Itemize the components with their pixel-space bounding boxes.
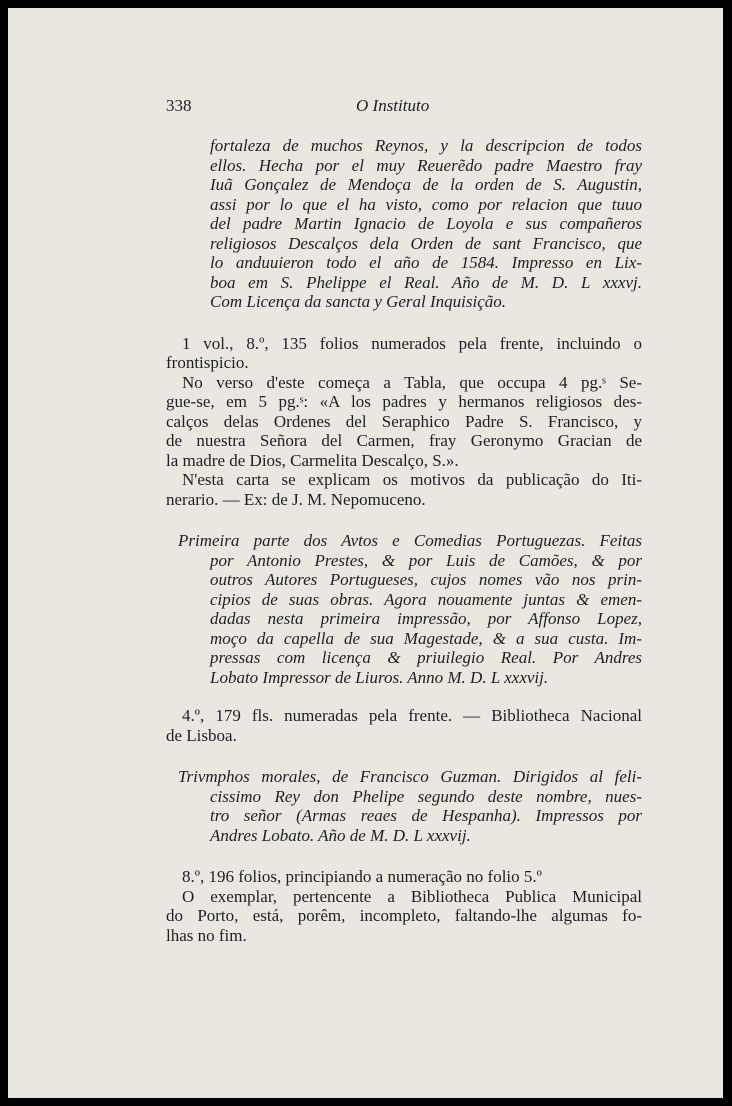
entry-description-2 bbox=[166, 706, 642, 745]
text-line: assi por lo que el ha visto, como por relacion que tuuo bbox=[210, 194, 642, 214]
text-line: nerario. — Ex: de J. M. Nepomuceno. bbox=[166, 489, 426, 509]
text-line: por Antonio Prestes, & por Luis de Camões, & por bbox=[210, 550, 642, 570]
text-line: No verso d'este começa a Tabla, que occupa 4 pg.ˢ Se- bbox=[182, 372, 642, 392]
text-line: N'esta carta se explicam os motivos da publicação do Iti- bbox=[182, 470, 642, 489]
text-line: 8.º, 196 folios, principiando a numeração no folio 5.º bbox=[182, 867, 542, 886]
page-content bbox=[166, 136, 642, 945]
text-line: de Lisboa. bbox=[166, 725, 237, 745]
text-line: religiosos Descalços dela Orden de sant Francisco, que bbox=[210, 233, 642, 253]
text-line: ellos. Hecha por el muy Reuerẽdo padre Maestro fray bbox=[210, 155, 642, 175]
text-line: moço da capella de sua Magestade, & a sua custa. Im- bbox=[210, 628, 642, 648]
entry-title-2 bbox=[166, 531, 642, 687]
text-line: lo anduuieron todo el año de 1584. Impresso en Lix- bbox=[210, 253, 642, 272]
text-line: pressas com licença & priuilegio Real. Por Andres bbox=[210, 648, 642, 667]
text-line: boa em S. Phelippe el Real. Año de M. D. L xxxvj. bbox=[210, 272, 642, 292]
text-line: Andres Lobato. Año de M. D. L xxxvij. bbox=[210, 825, 471, 845]
text-line: del padre Martin Ignacio de Loyola e sus compañeros bbox=[210, 214, 642, 233]
text-line: outros Autores Portugueses, cujos nomes vão nos prin- bbox=[210, 570, 642, 589]
text-line: calços delas Ordenes del Seraphico Padre S. Francisco, y bbox=[166, 411, 642, 431]
text-line: fortaleza de muchos Reynos, y la descripcion de todos bbox=[210, 136, 642, 155]
text-line: frontispicio. bbox=[166, 353, 249, 372]
running-title: O Instituto bbox=[356, 96, 430, 115]
text-line: Iuã Gonçalez de Mendoça de la orden de S. Augustin, bbox=[210, 175, 642, 194]
page-header bbox=[166, 96, 629, 120]
text-line: 1 vol., 8.º, 135 folios numerados pela frente, incluindo o bbox=[182, 333, 642, 353]
book-page bbox=[8, 8, 723, 1098]
text-line: la madre de Dios, Carmelita Descalço, S.». bbox=[166, 450, 459, 470]
entry-description-3 bbox=[166, 867, 642, 945]
entry-title-3 bbox=[166, 767, 642, 845]
text-line: Trivmphos morales, de Francisco Guzman. Dirigidos al feli- bbox=[178, 767, 642, 786]
text-line: gue-se, em 5 pg.ˢ: «A los padres y hermanos religiosos des- bbox=[166, 392, 642, 411]
text-line: dadas nesta primeira impressão, por Affonso Lopez, bbox=[210, 609, 642, 628]
text-line: Primeira parte dos Avtos e Comedias Portuguezas. Feitas bbox=[178, 531, 642, 550]
text-line: de nuestra Señora del Carmen, fray Geronymo Gracian de bbox=[166, 431, 642, 450]
text-line: 4.º, 179 fls. numeradas pela frente. — Bibliotheca Nacional bbox=[182, 706, 642, 725]
text-line: do Porto, está, porêm, incompleto, faltando-lhe algumas fo- bbox=[166, 906, 642, 925]
entry-title-1 bbox=[166, 136, 642, 312]
text-line: O exemplar, pertencente a Bibliotheca Publica Municipal bbox=[182, 886, 642, 906]
text-line: tro señor (Armas reaes de Hespanha). Impressos por bbox=[210, 806, 642, 825]
text-line: cissimo Rey don Phelipe segundo deste nombre, nues- bbox=[210, 786, 642, 806]
text-line: cipios de suas obras. Agora nouamente juntas & emen- bbox=[210, 589, 642, 609]
text-line: lhas no fim. bbox=[166, 925, 247, 945]
entry-description-1 bbox=[166, 334, 642, 510]
text-line: Lobato Impressor de Liuros. Anno M. D. L xxxvij. bbox=[210, 667, 549, 687]
text-line: Com Licença da sancta y Geral Inquisição. bbox=[210, 292, 507, 311]
page-number: 338 bbox=[166, 96, 192, 115]
